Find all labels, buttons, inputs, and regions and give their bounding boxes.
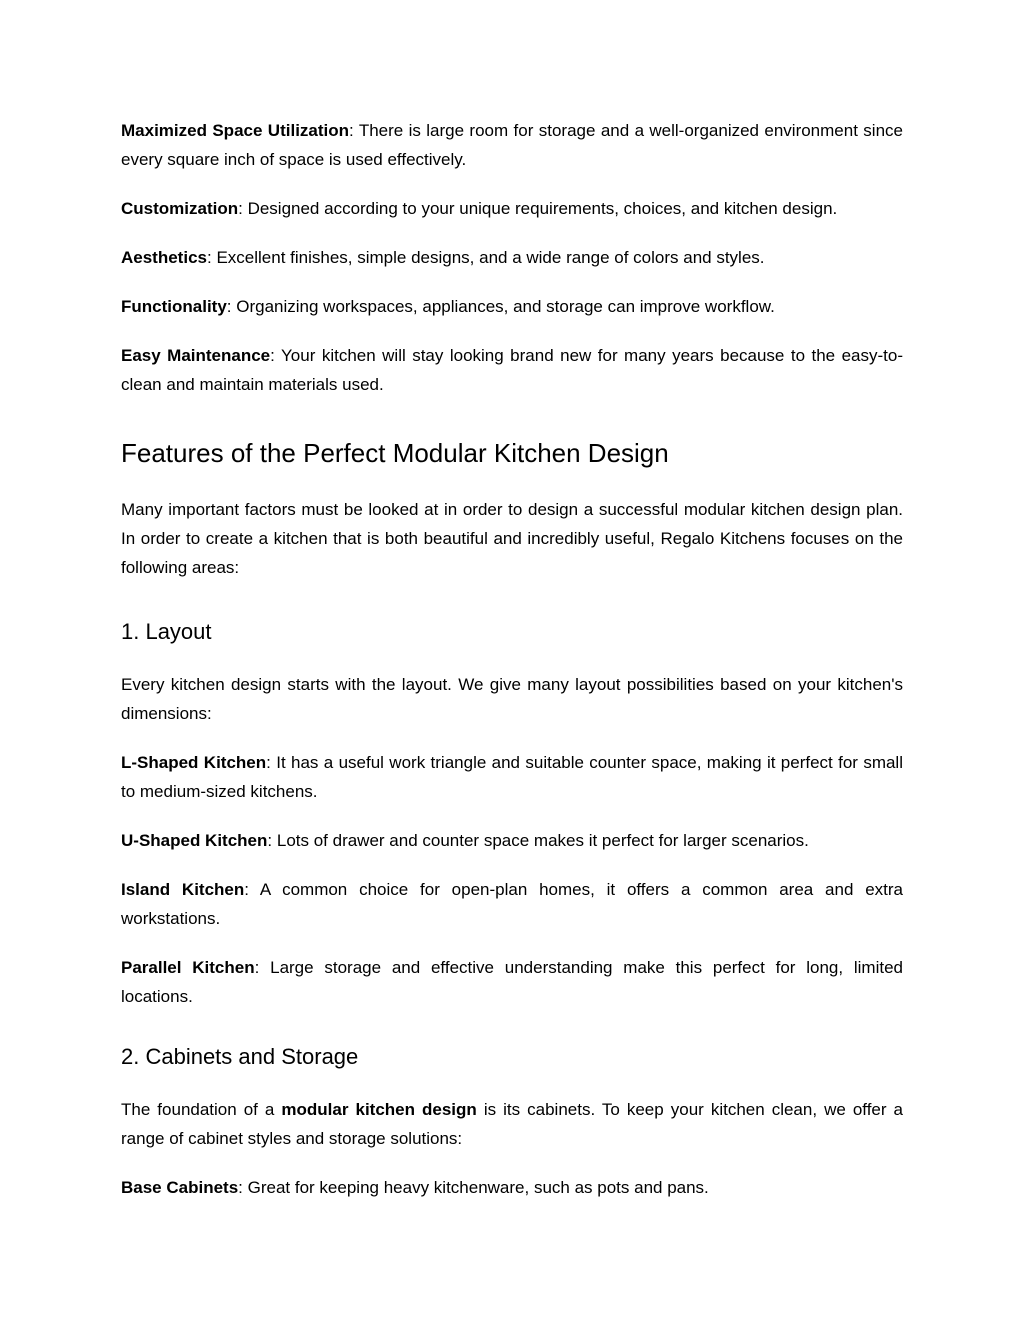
cabinets-intro: The foundation of a modular kitchen design is its cabinets. To keep your kitchen clean, we offer a range of cabinet styles and storage solutions: [121,1100,904,1148]
benefit-term: Customization [121,199,239,218]
document-page [121,116,903,1202]
layout-text: Lots of drawer and counter space makes it perfect for larger scenarios. [276,831,809,850]
layout-term: L-Shaped Kitchen [121,753,267,772]
benefit-text: Organizing workspaces, appliances, and storage can improve workflow. [236,297,775,316]
layout-text: It has a useful work triangle and suitable counter space, making it perfect for small to medium-sized kitchens. [121,753,903,801]
benefit-term: Aesthetics [121,248,207,267]
layout-term: Parallel Kitchen [121,958,255,977]
layout-item: L-Shaped Kitchen: It has a useful work triangle and suitable counter space, making it perfect for small to medium-sized kitchens. [121,753,903,801]
benefit-text: Your kitchen will stay looking brand new for many years because to the easy-to-clean and maintain materials used. [121,346,903,394]
benefit-item: Maximized Space Utilization: There is large room for storage and a well-organized environment since every square inch of space is used effectively. [121,121,903,169]
layout-heading: 1. Layout [121,619,212,644]
features-intro: Many important factors must be looked at in order to design a successful modular kitchen design plan. In order to create a kitchen that is both beautiful and incredibly useful, Regalo Kitchens focuses on the following areas: [121,500,903,577]
layout-item: Parallel Kitchen: Large storage and effective understanding make this perfect for long, limited locations. [121,958,903,1006]
layout-term: Island Kitchen [121,880,245,899]
layout-term: U-Shaped Kitchen [121,831,268,850]
benefit-text: Designed according to your unique requirements, choices, and kitchen design. [247,199,838,218]
benefit-text: Excellent finishes, simple designs, and a wide range of colors and styles. [216,248,765,267]
cabinets-text: Great for keeping heavy kitchenware, such as pots and pans. [247,1178,709,1197]
layout-intro: Every kitchen design starts with the layout. We give many layout possibilities based on your kitchen's dimensions: [121,675,903,723]
layout-text: Large storage and effective understanding make this perfect for long, limited locations. [121,958,903,1006]
cabinets-term: Base Cabinets [121,1178,239,1197]
benefit-item: Functionality: Organizing workspaces, appliances, and storage can improve workflow. [121,297,775,316]
benefit-item: Customization: Designed according to your unique requirements, choices, and kitchen design. [121,199,838,218]
layout-item: Island Kitchen: A common choice for open-plan homes, it offers a common area and extra workstations. [121,880,903,928]
layout-text: A common choice for open-plan homes, it offers a common area and extra workstations. [121,880,903,928]
benefit-item: Easy Maintenance: Your kitchen will stay looking brand new for many years because to the easy-to-clean and maintain materials used. [121,346,903,394]
cabinets-intro-emphasis: modular kitchen design [281,1100,477,1119]
benefit-term: Easy Maintenance [121,346,271,365]
cabinets-item: Base Cabinets: Great for keeping heavy kitchenware, such as pots and pans. [121,1178,709,1197]
features-heading: Features of the Perfect Modular Kitchen Design [121,438,669,468]
benefit-item: Aesthetics: Excellent finishes, simple designs, and a wide range of colors and styles. [121,248,765,267]
cabinets-heading: 2. Cabinets and Storage [121,1044,359,1069]
benefit-text: There is large room for storage and a well-organized environment since every square inch of space is used effectively. [121,121,903,169]
layout-item: U-Shaped Kitchen: Lots of drawer and counter space makes it perfect for larger scenarios. [121,831,809,850]
benefit-term: Maximized Space Utilization [121,121,350,140]
benefit-term: Functionality [121,297,227,316]
